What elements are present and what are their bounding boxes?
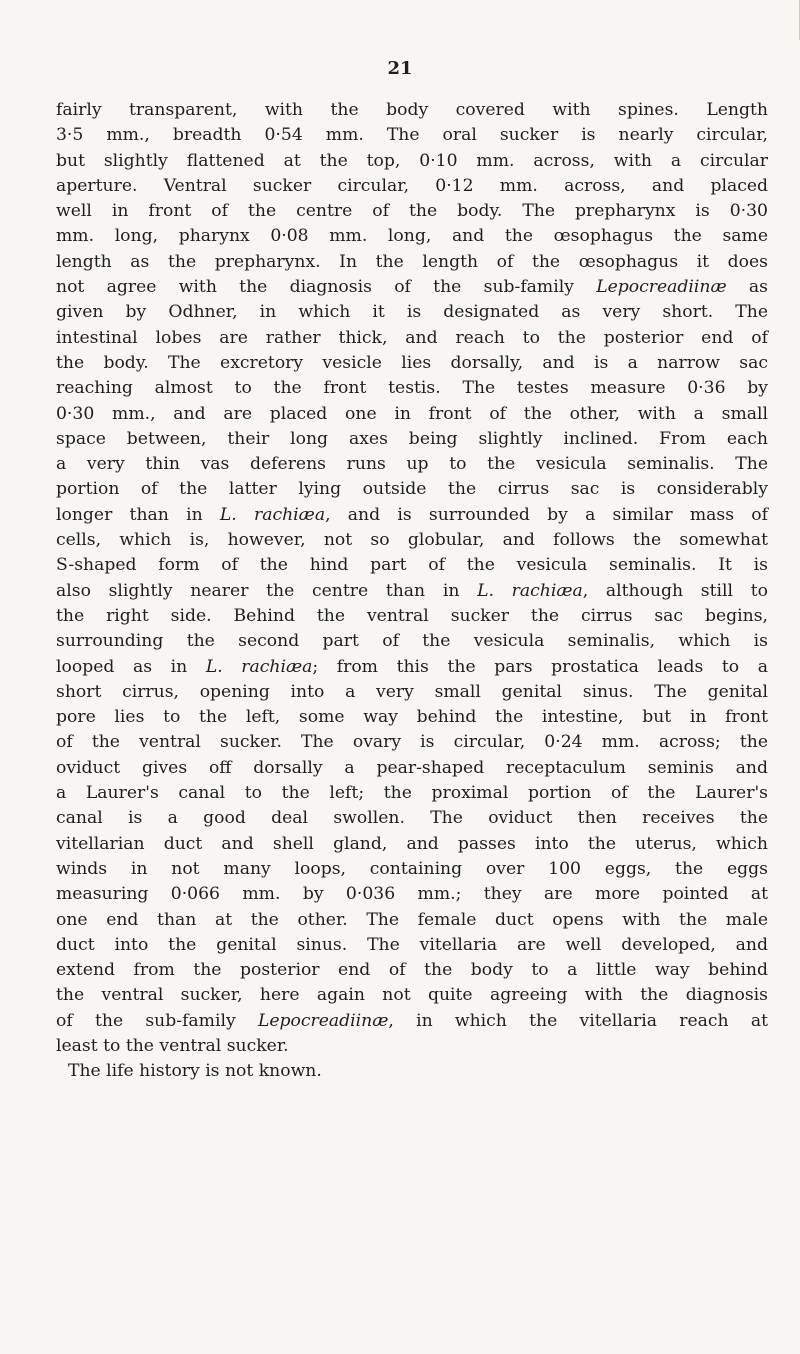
- text-line: oviduct gives off dorsally a pear-shaped receptaculum seminis and: [56, 757, 768, 778]
- text-line: mm. long, pharynx 0·08 mm. long, and the œsophagus the same: [56, 226, 768, 247]
- text-line: one end than at the other. The female duct opens with the male: [56, 909, 768, 930]
- text-line: pore lies to the left, some way behind the intestine, but in front: [56, 707, 768, 728]
- text-line: short cirrus, opening into a very small genital sinus. The genital: [56, 681, 768, 702]
- text-line: space between, their long axes being slightly inclined. From each: [56, 428, 768, 449]
- text-line: the body. The excretory vesicle lies dorsally, and is a narrow sac: [56, 352, 768, 373]
- text-line: portion of the latter lying outside the cirrus sac is considerably: [56, 479, 768, 500]
- text-line: not agree with the diagnosis of the sub-family Lepocreadiinæ as: [56, 277, 768, 298]
- text-line: measuring 0·066 mm. by 0·036 mm.; they are more pointed at: [56, 884, 768, 905]
- text-line: longer than in L. rachiæa, and is surrounded by a similar mass of: [56, 504, 769, 525]
- text-line: duct into the genital sinus. The vitellaria are well developed, and: [56, 934, 768, 955]
- text-line: a very thin vas deferens runs up to the vesicula seminalis. The: [56, 454, 768, 475]
- text-line: the ventral sucker, here again not quite agreeing with the diagnosis: [56, 985, 768, 1006]
- text-line: of the sub-family Lepocreadiinæ, in which the vitellaria reach at: [56, 1010, 769, 1031]
- text-line: also slightly nearer the centre than in L. rachiæa, although still to: [56, 580, 768, 601]
- text-line: reaching almost to the front testis. The testes measure 0·36 by: [56, 378, 768, 399]
- page-number: 21: [387, 58, 413, 79]
- text-line: of the ventral sucker. The ovary is circular, 0·24 mm. across; the: [56, 732, 768, 753]
- body-text: [56, 98, 768, 1085]
- text-line: vitellarian duct and shell gland, and passes into the uterus, which: [56, 833, 768, 854]
- text-line: intestinal lobes are rather thick, and reach to the posterior end of: [56, 327, 768, 348]
- text-line: the right side. Behind the ventral sucker the cirrus sac begins,: [56, 605, 768, 626]
- text-line: 0·30 mm., and are placed one in front of the other, with a small: [56, 403, 768, 424]
- text-line: least to the ventral sucker.: [56, 1035, 289, 1056]
- page-edge: [793, 0, 800, 40]
- text-line: extend from the posterior end of the body to a little way behind: [56, 960, 768, 981]
- text-line: The life history is not known.: [68, 1061, 322, 1082]
- text-line: but slightly flattened at the top, 0·10 mm. across, with a circular: [56, 150, 768, 171]
- text-line: winds in not many loops, containing over 100 eggs, the eggs: [56, 858, 768, 879]
- text-line: S-shaped form of the hind part of the vesicula seminalis. It is: [56, 555, 768, 576]
- text-line: given by Odhner, in which it is designated as very short. The: [56, 302, 768, 323]
- text-line: surrounding the second part of the vesicula seminalis, which is: [56, 631, 768, 652]
- text-line: a Laurer's canal to the left; the proximal portion of the Laurer's: [56, 783, 768, 804]
- text-line: looped as in L. rachiæa; from this the pars prostatica leads to a: [56, 656, 768, 677]
- text-line: length as the prepharynx. In the length of the œsophagus it does: [56, 251, 768, 272]
- text-line: 3·5 mm., breadth 0·54 mm. The oral sucker is nearly circular,: [56, 125, 768, 146]
- text-line: fairly transparent, with the body covered with spines. Length: [56, 100, 768, 120]
- text-line: cells, which is, however, not so globular, and follows the somewhat: [56, 530, 768, 551]
- text-line: canal is a good deal swollen. The oviduct then receives the: [56, 808, 768, 829]
- text-line: well in front of the centre of the body. The prepharynx is 0·30: [56, 201, 768, 222]
- text-line: aperture. Ventral sucker circular, 0·12 mm. across, and placed: [56, 175, 768, 196]
